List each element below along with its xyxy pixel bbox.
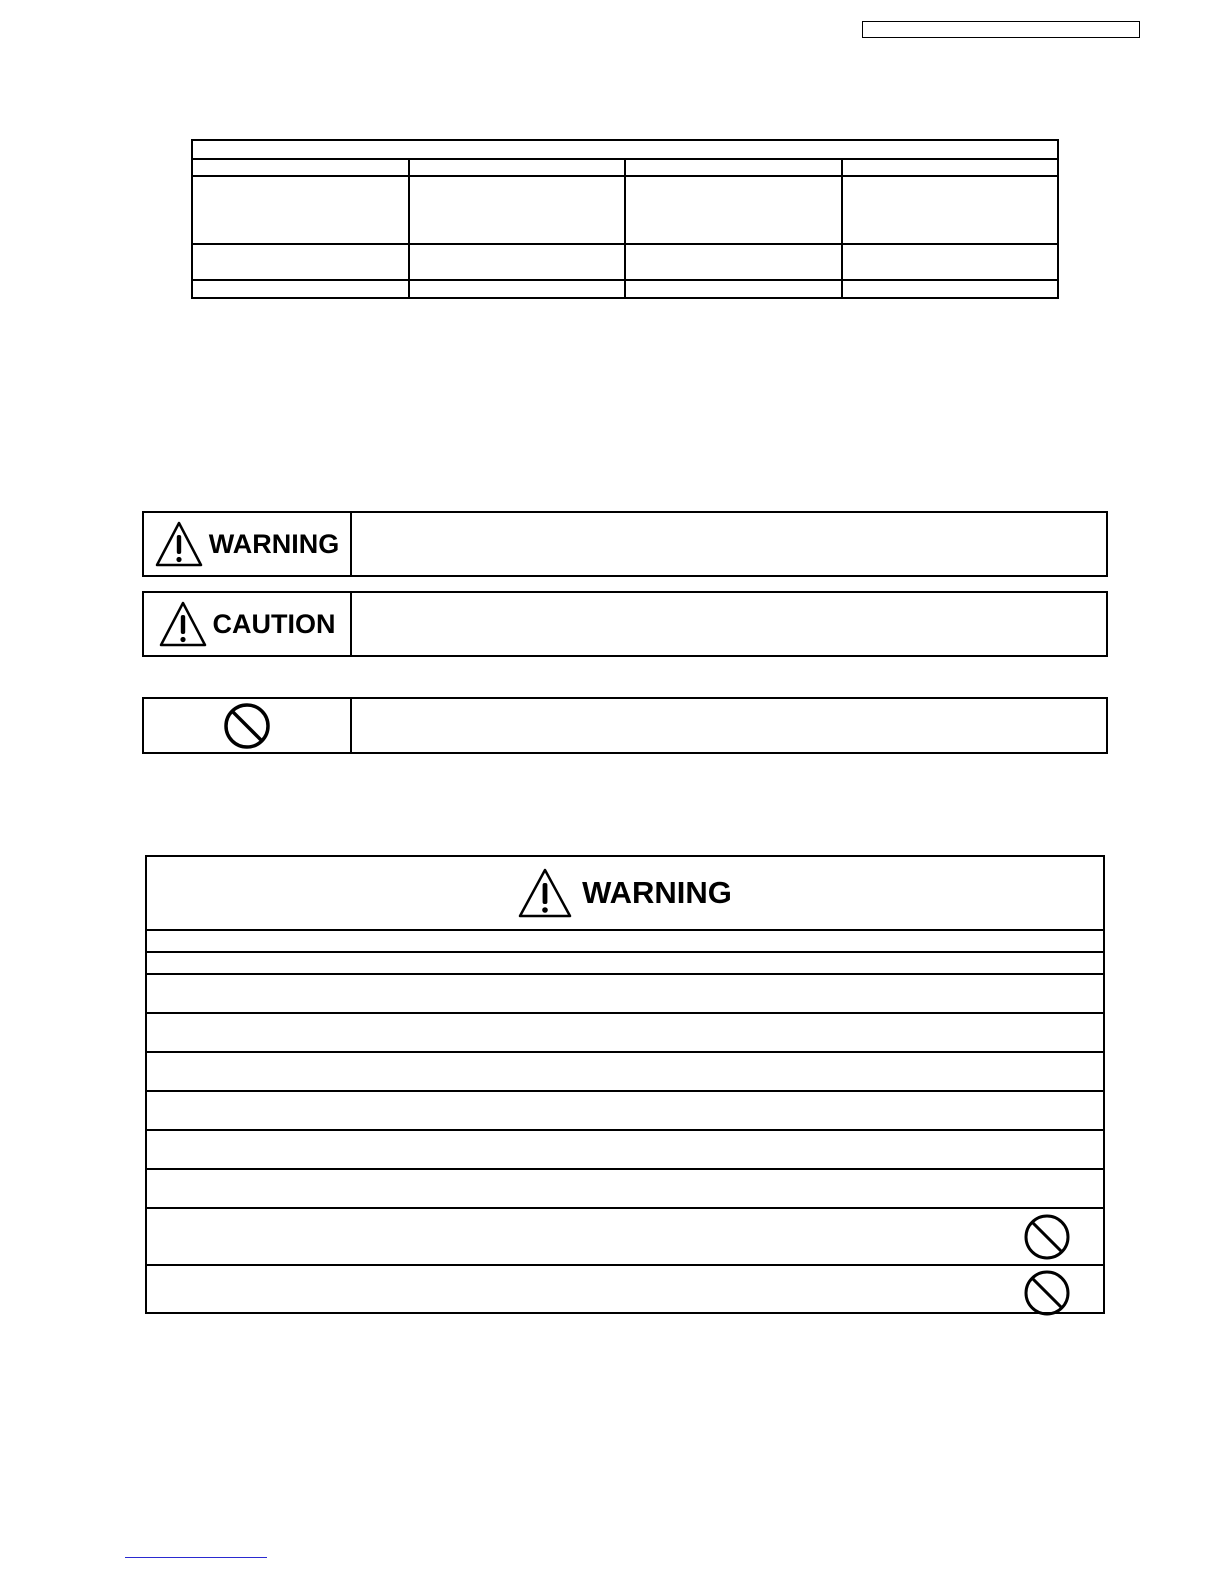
spec-col-header	[409, 159, 626, 176]
footer-link[interactable]	[125, 1557, 267, 1558]
spec-cell	[625, 244, 842, 280]
legend-prohibited-description	[352, 699, 1106, 752]
spec-cell	[409, 244, 626, 280]
warning-table-title: WARNING	[582, 875, 732, 910]
prohibition-icon	[1023, 1269, 1071, 1317]
warning-item	[147, 953, 1103, 975]
spec-col-header	[842, 159, 1059, 176]
spec-cell	[842, 176, 1059, 244]
prohibition-icon	[223, 702, 271, 750]
warning-item-prohibited	[147, 1266, 1103, 1334]
spec-col-header	[192, 159, 409, 176]
legend-caution-description	[352, 593, 1106, 655]
specification-table	[191, 139, 1059, 299]
spec-cell	[625, 176, 842, 244]
warning-item	[147, 1131, 1103, 1170]
warning-label: WARNING	[208, 528, 340, 559]
spec-cell	[625, 280, 842, 298]
spec-cell	[409, 176, 626, 244]
legend-prohibited	[142, 697, 1108, 754]
spec-cell	[192, 244, 409, 280]
warning-item	[147, 1170, 1103, 1209]
warning-item-prohibited	[147, 1209, 1103, 1266]
spec-cell	[192, 176, 409, 244]
warning-item	[147, 1053, 1103, 1092]
spec-table-title	[192, 140, 1058, 159]
warning-triangle-icon	[518, 868, 572, 918]
legend-caution	[142, 591, 1108, 657]
warning-item	[147, 931, 1103, 953]
warning-table-header	[147, 857, 1103, 931]
warning-item	[147, 1092, 1103, 1131]
warning-item	[147, 1014, 1103, 1053]
legend-caution-symbol	[144, 593, 352, 655]
legend-prohibited-symbol	[144, 699, 352, 752]
warning-item	[147, 975, 1103, 1014]
legend-warning	[142, 511, 1108, 577]
spec-cell	[842, 244, 1059, 280]
legend-warning-symbol	[144, 513, 352, 575]
warning-table	[145, 855, 1105, 1314]
spec-cell	[192, 280, 409, 298]
spec-cell	[409, 280, 626, 298]
caution-label: CAUTION	[212, 608, 336, 639]
spec-cell	[842, 280, 1059, 298]
header-label-box	[862, 21, 1140, 38]
warning-triangle-icon	[155, 521, 203, 567]
spec-col-header	[625, 159, 842, 176]
caution-triangle-icon	[159, 601, 207, 647]
prohibition-icon	[1023, 1213, 1071, 1261]
legend-warning-description	[352, 513, 1106, 575]
